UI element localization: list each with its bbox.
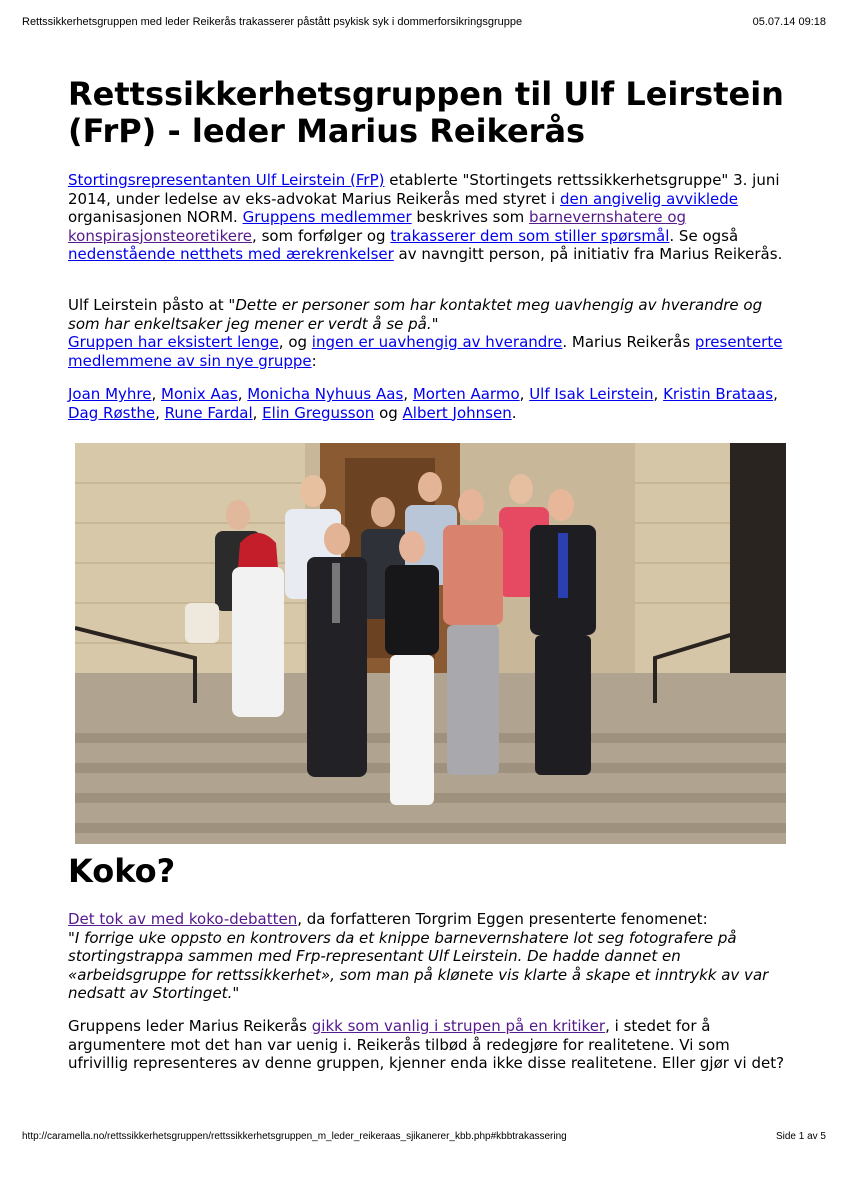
- member-separator: .: [511, 403, 517, 422]
- link-barnevernshatere[interactable]: barnevernshatere og konspirasjonsteoretikere: [68, 208, 687, 245]
- print-header-title: Rettssikkerhetsgruppen med leder Reikerås trakasserer påstått psykisk syk i dommerforsikringsgruppe: [22, 16, 523, 28]
- link-gikk-i-strupen[interactable]: gikk som vanlig i strupen på en kritiker: [311, 1017, 606, 1035]
- member-separator: ,: [151, 385, 162, 403]
- member-separator: ,: [403, 385, 413, 403]
- print-footer-url: http://caramella.no/rettssikkerhetsgruppen/rettssikkerhetsgruppen_m_leder_reikeraas_sjikanerer_kbb.php#kbbtrakassering: [22, 1131, 567, 1142]
- intro-text-1: etablerte "Stortingets rettssikkerhetsgruppe" 3. juni 2014, under ledelse av eks-advokat Marius Reikerås med styret i: [68, 171, 780, 208]
- member-separator: og: [374, 403, 403, 422]
- leirstein-quote: "Dette er personer som har kontaktet meg uavhengig av hverandre og som har enkeltsaker jeg mener er verdt å se på.": [68, 296, 763, 333]
- leirstein-text-2: , og: [278, 333, 312, 351]
- intro-text-6: av navngitt person, på initiativ fra Marius Reikerås.: [393, 245, 783, 263]
- member-link[interactable]: Albert Johnsen: [402, 403, 512, 422]
- member-link[interactable]: Morten Aarmo: [412, 385, 520, 403]
- member-separator: ,: [773, 385, 778, 403]
- member-link[interactable]: Kristin Brataas: [663, 385, 774, 403]
- intro-text-3: beskrives som: [411, 208, 530, 226]
- member-link[interactable]: Dag Røsthe: [68, 403, 156, 422]
- group-photo: [75, 443, 786, 844]
- member-link[interactable]: Joan Myhre: [68, 385, 152, 403]
- reikeraas-text-2: , i stedet for å argumentere mot det han var uenig i. Reikerås tilbød å redegjøre for realitetene. Vi som ufrivillig representeres av denne gruppen, kjenner enda ikke disse realitetene. Eller gjør vi det?: [68, 1017, 785, 1072]
- koko-text-1: , da forfatteren Torgrim Eggen presenterte fenomenet:: [297, 910, 708, 928]
- reikeraas-paragraph: [68, 1017, 788, 1073]
- member-link[interactable]: Monicha Nyhuus Aas: [247, 385, 404, 403]
- intro-text-5: . Se også: [669, 226, 739, 245]
- link-stortingsrepresentanten[interactable]: Stortingsrepresentanten Ulf Leirstein (FrP): [68, 171, 385, 189]
- link-ingen-uavhengig[interactable]: ingen er uavhengig av hverandre: [311, 333, 563, 351]
- leirstein-paragraph: [68, 296, 788, 370]
- koko-paragraph: [68, 910, 788, 1003]
- leirstein-text-1: Ulf Leirstein påsto at: [68, 296, 229, 314]
- member-link[interactable]: Monix Aas: [161, 385, 238, 403]
- intro-text-2: organisasjonen NORM.: [68, 208, 243, 226]
- link-netthets[interactable]: nedenstående netthets med ærekrenkelser: [68, 245, 394, 263]
- print-header-datetime: 05.07.14 09:18: [752, 16, 826, 28]
- intro-paragraph: [68, 171, 788, 264]
- member-link[interactable]: Rune Fardal: [164, 403, 253, 422]
- member-separator: ,: [237, 385, 248, 403]
- member-separator: ,: [519, 385, 530, 403]
- member-link[interactable]: Elin Gregusson: [262, 403, 375, 422]
- print-footer-page-number: Side 1 av 5: [775, 1131, 826, 1142]
- intro-text-4: , som forfølger og: [252, 226, 391, 245]
- leirstein-text-3: . Marius Reikerås: [562, 333, 695, 351]
- member-separator: ,: [252, 403, 263, 422]
- eggen-quote: "I forrige uke oppsto en kontrovers da et knippe barnevernshatere lot seg fotografere på stortingstrappa sammen med Frp-representant Ulf Leirstein. De hadde dannet en «arbeidsgruppe for rettssikkerhet», som man på klønete vis klarte å skape et inntrykk av var nedsatt av Stortinget.": [68, 928, 769, 1002]
- article-title: Rettssikkerhetsgruppen til Ulf Leirstein (FrP) - leder Marius Reikerås: [68, 75, 784, 150]
- link-gruppens-medlemmer[interactable]: Gruppens medlemmer: [242, 208, 412, 226]
- link-presenterte-medlemmene[interactable]: presenterte medlemmene av sin nye gruppe: [68, 333, 783, 370]
- member-separator: ,: [155, 403, 165, 422]
- section-heading-koko: Koko?: [68, 852, 176, 890]
- link-avviklede[interactable]: den angivelig avviklede: [559, 189, 739, 208]
- member-separator: ,: [653, 385, 664, 403]
- leirstein-text-4: :: [311, 351, 317, 370]
- member-link[interactable]: Ulf Isak Leirstein: [529, 385, 654, 403]
- link-koko-debatten[interactable]: Det tok av med koko-debatten: [68, 910, 298, 928]
- reikeraas-text-1: Gruppens leder Marius Reikerås: [68, 1017, 312, 1035]
- members-list: [68, 385, 788, 422]
- link-eksistert-lenge[interactable]: Gruppen har eksistert lenge: [68, 333, 279, 351]
- link-trakasserer[interactable]: trakasserer dem som stiller spørsmål: [390, 226, 670, 245]
